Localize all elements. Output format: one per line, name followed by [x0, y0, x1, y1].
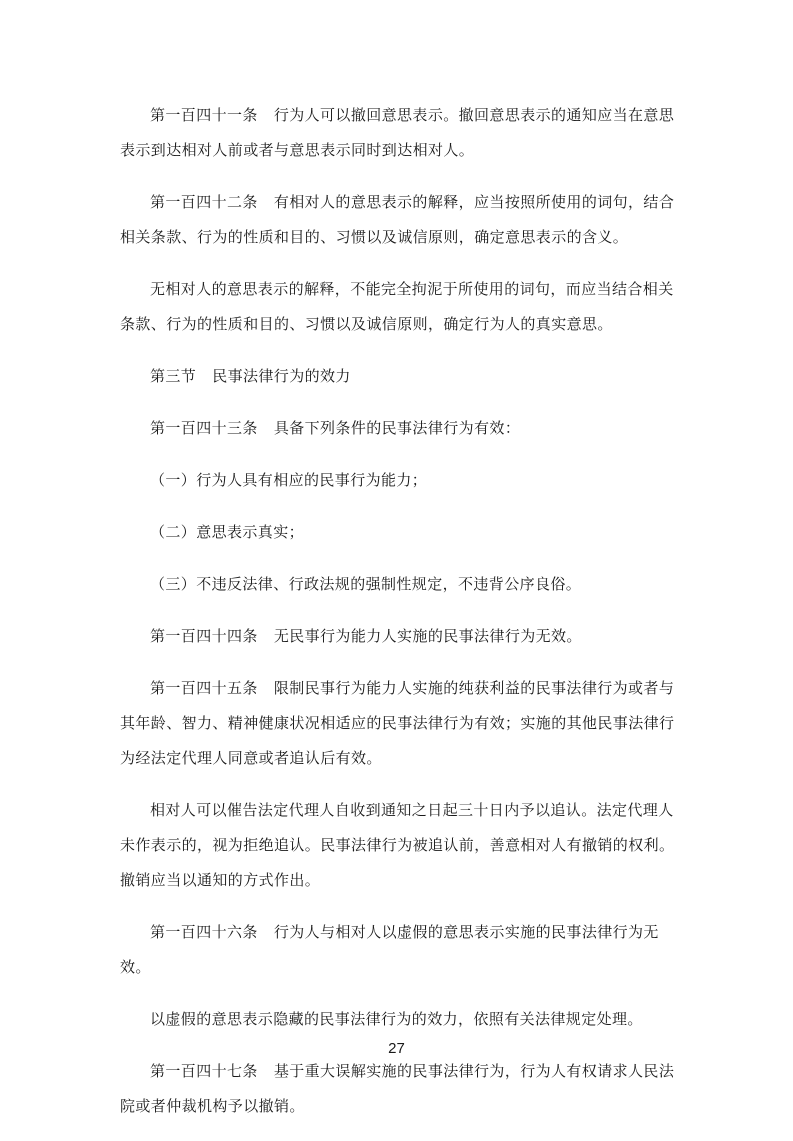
document-body: [120, 98, 680, 1141]
article-number: 第一百四十一条: [150, 106, 258, 124]
article-text: 行为人可以撤回意思表示。撤回意思表示的通知应当在意思表示到达相对人前或者与意思表示同时到达相对人。: [120, 106, 675, 159]
article-number: 第一百四十七条: [150, 1062, 258, 1080]
section-number: 第三节: [150, 367, 197, 385]
article-142-paragraph-2: [120, 272, 680, 342]
article-number: 第一百四十二条: [150, 193, 258, 211]
article-text: 行为人与相对人以虚假的意思表示实施的民事法律行为无效。: [120, 923, 659, 976]
article-number: 第一百四十三条: [150, 419, 258, 437]
article-142: [120, 185, 680, 255]
article-number: 第一百四十四条: [150, 627, 258, 645]
article-146-paragraph-2: [120, 1002, 680, 1037]
list-item-text: （一）行为人具有相应的民事行为能力；: [150, 471, 428, 489]
paragraph-text: 相对人可以催告法定代理人自收到通知之日起三十日内予以追认。法定代理人未作表示的，视为拒绝追认。民事法律行为被追认前，善意相对人有撤销的权利。撤销应当以通知的方式作出。: [120, 801, 675, 889]
article-143-item-2: [120, 515, 680, 550]
paragraph-text: 以虚假的意思表示隐藏的民事法律行为的效力，依照有关法律规定处理。: [150, 1010, 643, 1028]
article-144: [120, 619, 680, 654]
list-item-text: （三）不违反法律、行政法规的强制性规定，不违背公序良俗。: [150, 575, 582, 593]
article-text: 有相对人的意思表示的解释，应当按照所使用的词句，结合相关条款、行为的性质和目的、习惯以及诚信原则，确定意思表示的含义。: [120, 193, 675, 246]
article-147: [120, 1054, 680, 1124]
section-title: 民事法律行为的效力: [212, 367, 351, 385]
article-141: [120, 98, 680, 168]
article-text: 基于重大误解实施的民事法律行为，行为人有权请求人民法院或者仲裁机构予以撤销。: [120, 1062, 675, 1115]
section-heading: [120, 359, 680, 394]
page-number: 27: [388, 1040, 405, 1057]
article-143-item-3: [120, 567, 680, 602]
article-text: 具备下列条件的民事法律行为有效：: [273, 419, 521, 437]
article-text: 限制民事行为能力人实施的纯获利益的民事法律行为或者与其年龄、智力、精神健康状况相适应的民事法律行为有效；实施的其他民事法律行为经法定代理人同意或者追认后有效。: [120, 679, 675, 767]
article-146: [120, 915, 680, 985]
article-145: [120, 671, 680, 776]
paragraph-text: 无相对人的意思表示的解释，不能完全拘泥于所使用的词句，而应当结合相关条款、行为的性质和目的、习惯以及诚信原则，确定行为人的真实意思。: [120, 280, 674, 333]
article-number: 第一百四十六条: [150, 923, 258, 941]
article-number: 第一百四十五条: [150, 679, 258, 697]
article-143-item-1: [120, 463, 680, 498]
list-item-text: （二）意思表示真实；: [150, 523, 305, 541]
article-text: 无民事行为能力人实施的民事法律行为无效。: [273, 627, 582, 645]
article-145-paragraph-2: [120, 793, 680, 898]
article-143: [120, 411, 680, 446]
